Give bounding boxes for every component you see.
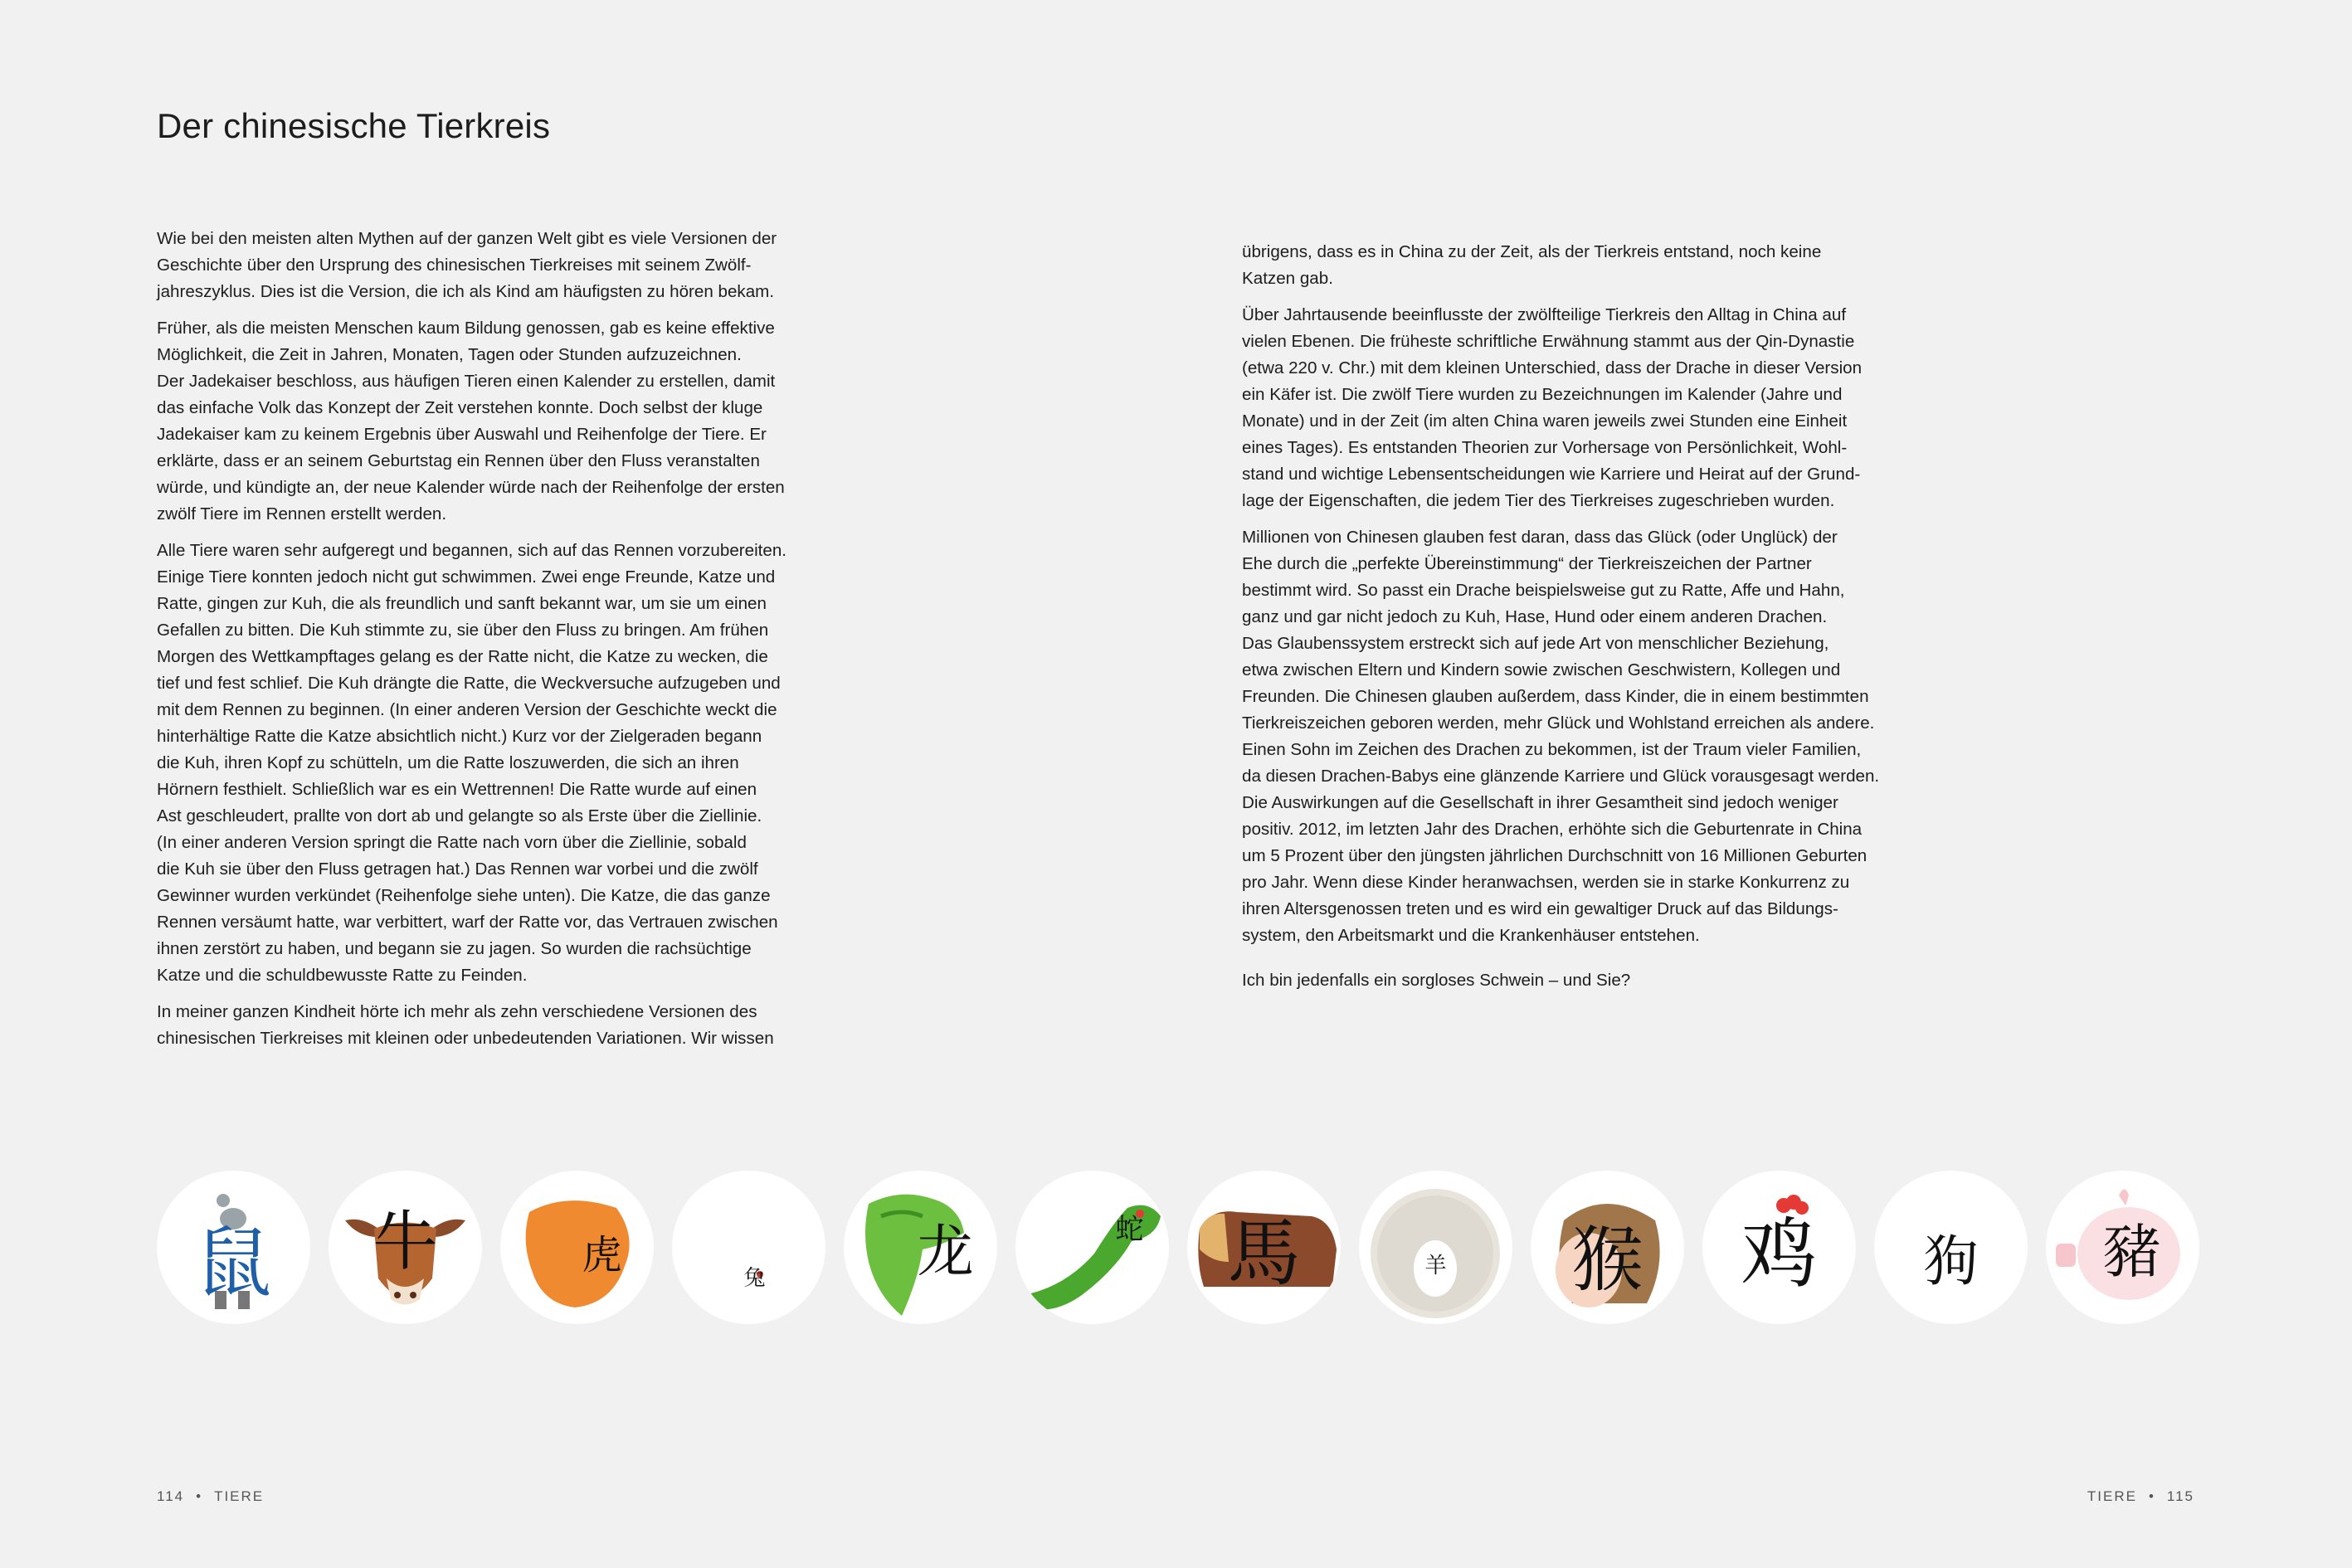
page-title: Der chinesische Tierkreis	[157, 106, 551, 145]
text-line: Jadekaiser kam zu keinem Ergebnis über Auswahl und Reihenfolge der Tiere. Er	[157, 425, 767, 444]
text-line: Tierkreiszeichen geboren werden, mehr Glück und Wohlstand erreichen als andere.	[1242, 713, 1875, 733]
text-line: Ast geschleudert, prallte von dort ab und gelangte so als Erste über die Ziellinie.	[157, 806, 762, 825]
paragraph	[157, 226, 887, 305]
section-label-right: TIERE	[2087, 1488, 2137, 1504]
text-line: das einfache Volk das Konzept der Zeit verstehen konnte. Doch selbst der kluge	[157, 398, 763, 417]
zodiac-char-pig: 豬	[2102, 1218, 2161, 1286]
paragraph	[157, 538, 887, 989]
zodiac-char-snake: 蛇	[1115, 1213, 1144, 1246]
section-label-left: TIERE	[214, 1488, 265, 1504]
zodiac-dragon	[844, 1171, 997, 1324]
page-number-left: 114	[157, 1488, 185, 1504]
text-line: Millionen von Chinesen glauben fest daran, dass das Glück (oder Unglück) der	[1242, 528, 1838, 547]
text-line: Ratte, gingen zur Kuh, die als freundlich und sanft bekannt war, um sie um einen	[157, 594, 767, 613]
text-line: Katze und die schuldbewusste Ratte zu Feinden.	[157, 966, 528, 985]
text-line: Hörnern festhielt. Schließlich war es ein Wettrennen! Die Ratte wurde auf einen	[157, 780, 757, 799]
left-text-column	[157, 226, 887, 1062]
text-line: eines Tages). Es entstanden Theorien zur Vorhersage von Persönlichkeit, Wohl-	[1242, 438, 1848, 457]
text-line: Der Jadekaiser beschloss, aus häufigen Tieren einen Kalender zu erstellen, damit	[157, 372, 776, 391]
text-line: Monate) und in der Zeit (im alten China waren jeweils zwei Stunden eine Einheit	[1242, 411, 1848, 431]
paragraph	[1242, 524, 1972, 949]
text-line: ihnen zerstört zu haben, und begann sie zu jagen. So wurden die rachsüchtige	[157, 939, 752, 958]
text-line: positiv. 2012, im letzten Jahr des Drachen, erhöhte sich die Geburtenrate in China	[1242, 820, 1863, 839]
text-line: Rennen versäumt hatte, war verbittert, warf der Ratte vor, das Vertrauen zwischen	[157, 913, 778, 932]
text-line: jahreszyklus. Dies ist die Version, die ich als Kind am häufigsten zu hören bekam.	[157, 282, 775, 301]
text-line: pro Jahr. Wenn diese Kinder heranwachsen, werden sie in starke Konkurrenz zu	[1242, 873, 1850, 892]
text-line: Früher, als die meisten Menschen kaum Bildung genossen, gab es keine effektive	[157, 319, 775, 338]
text-line: hinterhältige Ratte die Katze absichtlich nicht.) Kurz vor der Zielgeraden begann	[157, 727, 762, 746]
text-line: Freunden. Die Chinesen glauben außerdem, dass Kinder, die in einem bestimmten	[1242, 687, 1869, 706]
paragraph	[157, 315, 887, 528]
text-line: um 5 Prozent über den jüngsten jährlichen Durchschnitt von 16 Millionen Geburten	[1242, 846, 1867, 865]
page-number-right: 115	[2166, 1488, 2194, 1504]
text-line: (In einer anderen Version springt die Ratte nach vorn über die Ziellinie, sobald	[157, 833, 747, 852]
footer-separator: •	[2148, 1488, 2155, 1504]
zodiac-sheep	[1359, 1171, 1512, 1324]
zodiac-char-rabbit: 兔	[743, 1266, 766, 1291]
zodiac-rabbit	[672, 1171, 825, 1324]
text-line: übrigens, dass es in China zu der Zeit, als der Tierkreis entstand, noch keine	[1242, 242, 1822, 261]
text-line: Einige Tiere konnten jedoch nicht gut schwimmen. Zwei enge Freunde, Katze und	[157, 567, 776, 587]
paragraph	[1242, 239, 1972, 292]
text-line: Einen Sohn im Zeichen des Drachen zu bekommen, ist der Traum vieler Familien,	[1242, 740, 1862, 759]
zodiac-dog	[1874, 1171, 2028, 1324]
text-line: würde, und kündigte an, der neue Kalender würde nach der Reihenfolge der ersten	[157, 478, 785, 497]
text-line: Gefallen zu bitten. Die Kuh stimmte zu, sie über den Fluss zu bringen. Am frühen	[157, 621, 769, 640]
zodiac-char-dragon: 龙	[917, 1220, 974, 1285]
text-line: Katzen gab.	[1242, 269, 1333, 288]
text-line: lage der Eigenschaften, die jedem Tier des Tierkreises zugeschrieben wurden.	[1242, 491, 1835, 510]
text-line: stand und wichtige Lebensentscheidungen wie Karriere und Heirat auf der Grund-	[1242, 465, 1861, 484]
text-line: bestimmt wird. So passt ein Drache beispielsweise gut zu Ratte, Affe und Hahn,	[1242, 581, 1845, 600]
paragraph	[1242, 302, 1972, 514]
zodiac-char-sheep: 羊	[1424, 1254, 1447, 1278]
zodiac-animals-row	[157, 1171, 2199, 1324]
text-line: ein Käfer ist. Die zwölf Tiere wurden zu Bezeichnungen im Kalender (Jahre und	[1242, 385, 1843, 404]
text-line: system, den Arbeitsmarkt und die Krankenhäuser entstehen.	[1242, 926, 1700, 945]
text-line: Ich bin jedenfalls ein sorgloses Schwein – und Sie?	[1242, 971, 1631, 990]
text-line: (etwa 220 v. Chr.) mit dem kleinen Unterschied, dass der Drache in dieser Version	[1242, 358, 1863, 377]
text-line: Wie bei den meisten alten Mythen auf der ganzen Welt gibt es viele Versionen der	[157, 229, 777, 248]
text-line: Die Auswirkungen auf die Gesellschaft in ihrer Gesamtheit sind jedoch weniger	[1242, 793, 1838, 812]
text-line: Möglichkeit, die Zeit in Jahren, Monaten, Tagen oder Stunden aufzuzeichnen.	[157, 345, 742, 364]
text-line: vielen Ebenen. Die früheste schriftliche Erwähnung stammt aus der Qin-Dynastie	[1242, 332, 1855, 351]
footer-separator: •	[196, 1488, 203, 1504]
zodiac-snake	[1015, 1171, 1169, 1324]
text-line: In meiner ganzen Kindheit hörte ich mehr als zehn verschiedene Versionen des	[157, 1002, 757, 1021]
zodiac-horse	[1187, 1171, 1341, 1324]
zodiac-tiger	[500, 1171, 654, 1324]
zodiac-char-rooster: 鸡	[1741, 1209, 1818, 1298]
text-line: ihren Altersgenossen treten und es wird ein gewaltiger Druck auf das Bildungs-	[1242, 899, 1838, 918]
zodiac-char-horse: 馬	[1227, 1210, 1301, 1296]
text-line: ganz und gar nicht jedoch zu Kuh, Hase, Hund oder einem anderen Drachen.	[1242, 607, 1828, 626]
text-line: Gewinner wurden verkündet (Reihenfolge siehe unten). Die Katze, die das ganze	[157, 886, 771, 905]
zodiac-monkey	[1531, 1171, 1684, 1324]
zodiac-char-tiger: 虎	[582, 1232, 622, 1278]
paragraph	[157, 999, 887, 1052]
text-line: Ehe durch die „perfekte Übereinstimmung“ der Tierkreiszeichen der Partner	[1242, 554, 1812, 573]
text-line: Das Glaubenssystem erstreckt sich auf jede Art von menschlicher Beziehung,	[1242, 634, 1829, 653]
zodiac-pig	[2046, 1171, 2199, 1324]
text-line: Über Jahrtausende beeinflusste der zwölfteilige Tierkreis den Alltag in China auf	[1242, 305, 1847, 324]
text-line: Geschichte über den Ursprung des chinesischen Tierkreises mit seinem Zwölf-	[157, 256, 752, 275]
text-line: tief und fest schlief. Die Kuh drängte die Ratte, die Weckversuche aufzugeben und	[157, 674, 781, 693]
zodiac-ox	[329, 1171, 482, 1324]
text-line: die Kuh sie über den Fluss getragen hat.) Das Rennen war vorbei und die zwölf	[157, 859, 758, 879]
zodiac-char-monkey: 猴	[1571, 1218, 1643, 1302]
text-line: mit dem Rennen zu beginnen. (In einer anderen Version der Geschichte weckt die	[157, 700, 777, 719]
text-line: die Kuh, ihren Kopf zu schütteln, um die Ratte loszuwerden, die sich an ihren	[157, 753, 739, 772]
text-line: Morgen des Wettkampftages gelang es der Ratte nicht, die Katze zu wecken, die	[157, 647, 768, 666]
footer-left	[157, 1488, 264, 1505]
text-line: Alle Tiere waren sehr aufgeregt und begannen, sich auf das Rennen vorzubereiten.	[157, 541, 787, 560]
zodiac-char-rat: 鼠	[195, 1218, 272, 1307]
text-line: chinesischen Tierkreises mit kleinen oder unbedeutenden Variationen. Wir wissen	[157, 1029, 774, 1048]
right-text-column	[1242, 239, 1972, 1004]
text-line: da diesen Drachen-Babys eine glänzende Karriere und Glück vorausgesagt werden.	[1242, 767, 1880, 786]
zodiac-rat	[157, 1171, 310, 1324]
zodiac-char-dog: 狗	[1923, 1230, 1979, 1293]
text-line: erklärte, dass er an seinem Geburtstag ein Rennen über den Fluss veranstalten	[157, 451, 760, 470]
zodiac-rooster	[1702, 1171, 1856, 1324]
text-line: etwa zwischen Eltern und Kindern sowie zwischen Geschwistern, Kollegen und	[1242, 660, 1841, 679]
text-line: zwölf Tiere im Rennen erstellt werden.	[157, 504, 447, 523]
zodiac-char-ox: 牛	[373, 1204, 438, 1279]
footer-right	[2087, 1488, 2194, 1505]
paragraph	[1242, 967, 1972, 994]
